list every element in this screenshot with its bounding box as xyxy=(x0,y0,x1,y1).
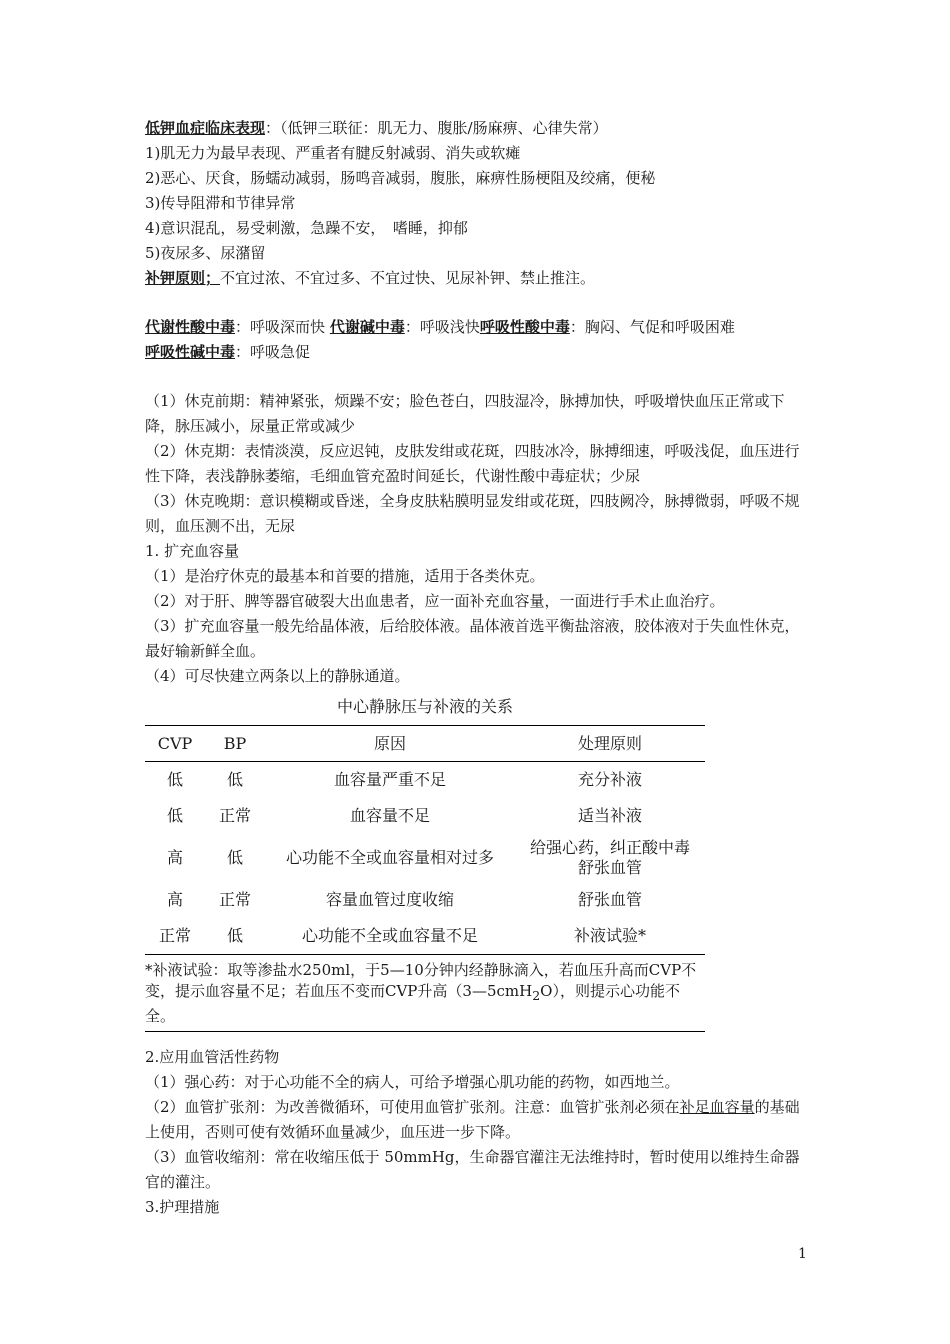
table-row xyxy=(145,882,705,918)
cell-principle-line-2: 舒张血管 xyxy=(577,858,642,877)
respiratory-acidosis-label: 呼吸性酸中毒 xyxy=(479,318,570,336)
metabolic-acidosis-text: ：呼吸深而快 xyxy=(235,318,326,336)
cell-principle: 适当补液 xyxy=(577,806,642,825)
shock-stage-3: （3）休克晚期：意识模糊或昏迷，全身皮肤粘膜明显发绀或花斑，四肢阙冷，脉搏微弱，呼吸不规则，血压测不出，无尿 xyxy=(145,492,800,535)
drugs-item-2 xyxy=(145,1095,810,1145)
header-cvp: CVP xyxy=(145,726,205,762)
hypokalemia-item-3: 3)传导阻滞和节律异常 xyxy=(145,194,296,212)
spacer xyxy=(145,291,810,315)
cell-principle xyxy=(515,834,705,882)
drugs-item-2-part-a: （2）血管扩张剂：为改善微循环，可使用血管扩张剂。注意：血管扩张剂必须在 xyxy=(145,1098,680,1116)
table-row xyxy=(145,798,705,834)
table-footnote xyxy=(145,955,705,1032)
table-title: 中心静脉压与补液的关系 xyxy=(336,697,513,716)
shock-stage-2: （2）休克期：表情淡漠，反应迟钝，皮肤发绀或花斑，四肢冰冷，脉搏细速，呼吸浅促，血压进行性下降，表浅静脉萎缩，毛细血管充盈时间延长，代谢性酸中毒症状；少尿 xyxy=(145,442,800,485)
cell-cvp: 低 xyxy=(166,770,183,789)
cell-bp: 低 xyxy=(205,918,265,955)
respiratory-alkalosis-label: 呼吸性碱中毒 xyxy=(145,343,236,361)
cell-bp: 低 xyxy=(226,770,243,789)
cell-cvp: 高 xyxy=(166,890,183,909)
potassium-principle-label: 补钾原则； xyxy=(145,269,221,287)
table-row xyxy=(145,762,705,799)
metabolic-alkalosis-label: 代谢碱中毒 xyxy=(329,318,405,336)
cell-reason: 容量血管过度收缩 xyxy=(325,890,454,909)
cell-reason: 心功能不全或血容量相对过多 xyxy=(285,848,494,867)
acid-base-line-2 xyxy=(145,340,810,365)
volume-item-1: （1）是治疗休克的最基本和首要的措施，适用于各类休克。 xyxy=(145,567,545,585)
header-bp: BP xyxy=(205,726,265,762)
cell-principle: 补液试验* xyxy=(515,918,705,955)
hypokalemia-heading: 低钾血症临床表现 xyxy=(145,119,266,137)
cell-cvp: 正常 xyxy=(145,918,205,955)
cell-bp: 正常 xyxy=(218,806,251,825)
acid-base-line-1 xyxy=(145,315,810,340)
volume-item-2: （2）对于肝、脾等器官破裂大出血患者，应一面补充血容量，一面进行手术止血治疗。 xyxy=(145,592,725,610)
cell-reason: 血容量严重不足 xyxy=(333,770,446,789)
spacer xyxy=(145,1032,810,1045)
drugs-item-2-part-b: 的基础上使用，否则可使有效循环血量减少，血压进一步下降。 xyxy=(145,1098,800,1141)
cvp-table xyxy=(145,725,705,955)
metabolic-alkalosis-text: ：呼吸浅快 xyxy=(404,318,480,336)
potassium-principle-text: 不宜过浓、不宜过多、不宜过快、见尿补钾、禁止推注。 xyxy=(220,269,596,287)
header-reason: 原因 xyxy=(265,726,515,762)
footnote-part-2: O），则提示心功能不全。 xyxy=(145,982,680,1025)
spacer xyxy=(145,365,810,389)
volume-item-3: （3）扩充血容量一般先给晶体液，后给胶体液。晶体液首选平衡盐溶液，胶体液对于失血性休克，最好输新鲜全血。 xyxy=(145,617,800,660)
cell-bp: 低 xyxy=(226,848,243,867)
table-row xyxy=(145,834,705,882)
drugs-item-1: （1）强心药：对于心功能不全的病人，可给予增强心肌功能的药物，如西地兰。 xyxy=(145,1073,680,1091)
hypokalemia-item-5: 5)夜尿多、尿潴留 xyxy=(145,244,266,262)
shock-stage-1: （1）休克前期：精神紧张，烦躁不安；脸色苍白，四肢湿冷，脉搏加快，呼吸增快血压正常或下降，脉压减小，尿量正常或减少 xyxy=(145,392,785,435)
metabolic-acidosis-label: 代谢性酸中毒 xyxy=(145,318,236,336)
table-row xyxy=(145,918,705,955)
nursing-heading: 3.护理措施 xyxy=(145,1198,220,1216)
cell-bp: 正常 xyxy=(218,890,251,909)
hypokalemia-item-4: 4)意识混乱，易受刺激，急躁不安， 嗜睡，抑郁 xyxy=(145,219,468,237)
cell-principle-line-1: 给强心药，纠正酸中毒 xyxy=(529,838,690,857)
volume-heading: 1. 扩充血容量 xyxy=(145,542,240,560)
cell-cvp: 高 xyxy=(166,848,183,867)
hypokalemia-item-2: 2)恶心、厌食，肠蠕动减弱，肠鸣音减弱，腹胀，麻痹性肠梗阻及绞痛，便秘 xyxy=(145,169,656,187)
table-header-row xyxy=(145,726,705,762)
drugs-item-2-underlined: 补足血容量 xyxy=(679,1098,755,1116)
cell-reason: 心功能不全或血容量不足 xyxy=(265,918,515,955)
cell-principle: 舒张血管 xyxy=(577,890,642,909)
hypokalemia-item-1: 1)肌无力为最早表现、严重者有腱反射减弱、消失或软瘫 xyxy=(145,144,521,162)
cell-principle: 充分补液 xyxy=(577,770,642,789)
respiratory-acidosis-text: ：胸闷、气促和呼吸困难 xyxy=(569,318,735,336)
drugs-heading: 2.应用血管活性药物 xyxy=(145,1048,280,1066)
header-principle: 处理原则 xyxy=(515,726,705,762)
potassium-principle-line xyxy=(145,266,810,291)
document-body xyxy=(145,116,810,1220)
hypokalemia-triad: ：（低钾三联征：肌无力、腹胀/肠麻痹、心律失常） xyxy=(265,119,608,137)
footnote-subscript: 2 xyxy=(532,988,541,1003)
cell-reason: 血容量不足 xyxy=(349,806,430,825)
page-number: 1 xyxy=(798,1246,807,1262)
cell-cvp: 低 xyxy=(166,806,183,825)
respiratory-alkalosis-text: ：呼吸急促 xyxy=(235,343,311,361)
volume-item-4: （4）可尽快建立两条以上的静脉通道。 xyxy=(145,667,410,685)
drugs-item-3: （3）血管收缩剂：常在收缩压低于 50mmHg，生命器官灌注无法维持时，暂时使用以维持生命器官的灌注。 xyxy=(145,1148,800,1191)
footnote-part-1: *补液试验：取等渗盐水250ml，于5—10分钟内经静脉滴入，若血压升高而CVP不变，提示血容量不足；若血压不变而CVP升高（3—5cmH xyxy=(145,961,697,1000)
hypokalemia-heading-line xyxy=(145,116,810,141)
